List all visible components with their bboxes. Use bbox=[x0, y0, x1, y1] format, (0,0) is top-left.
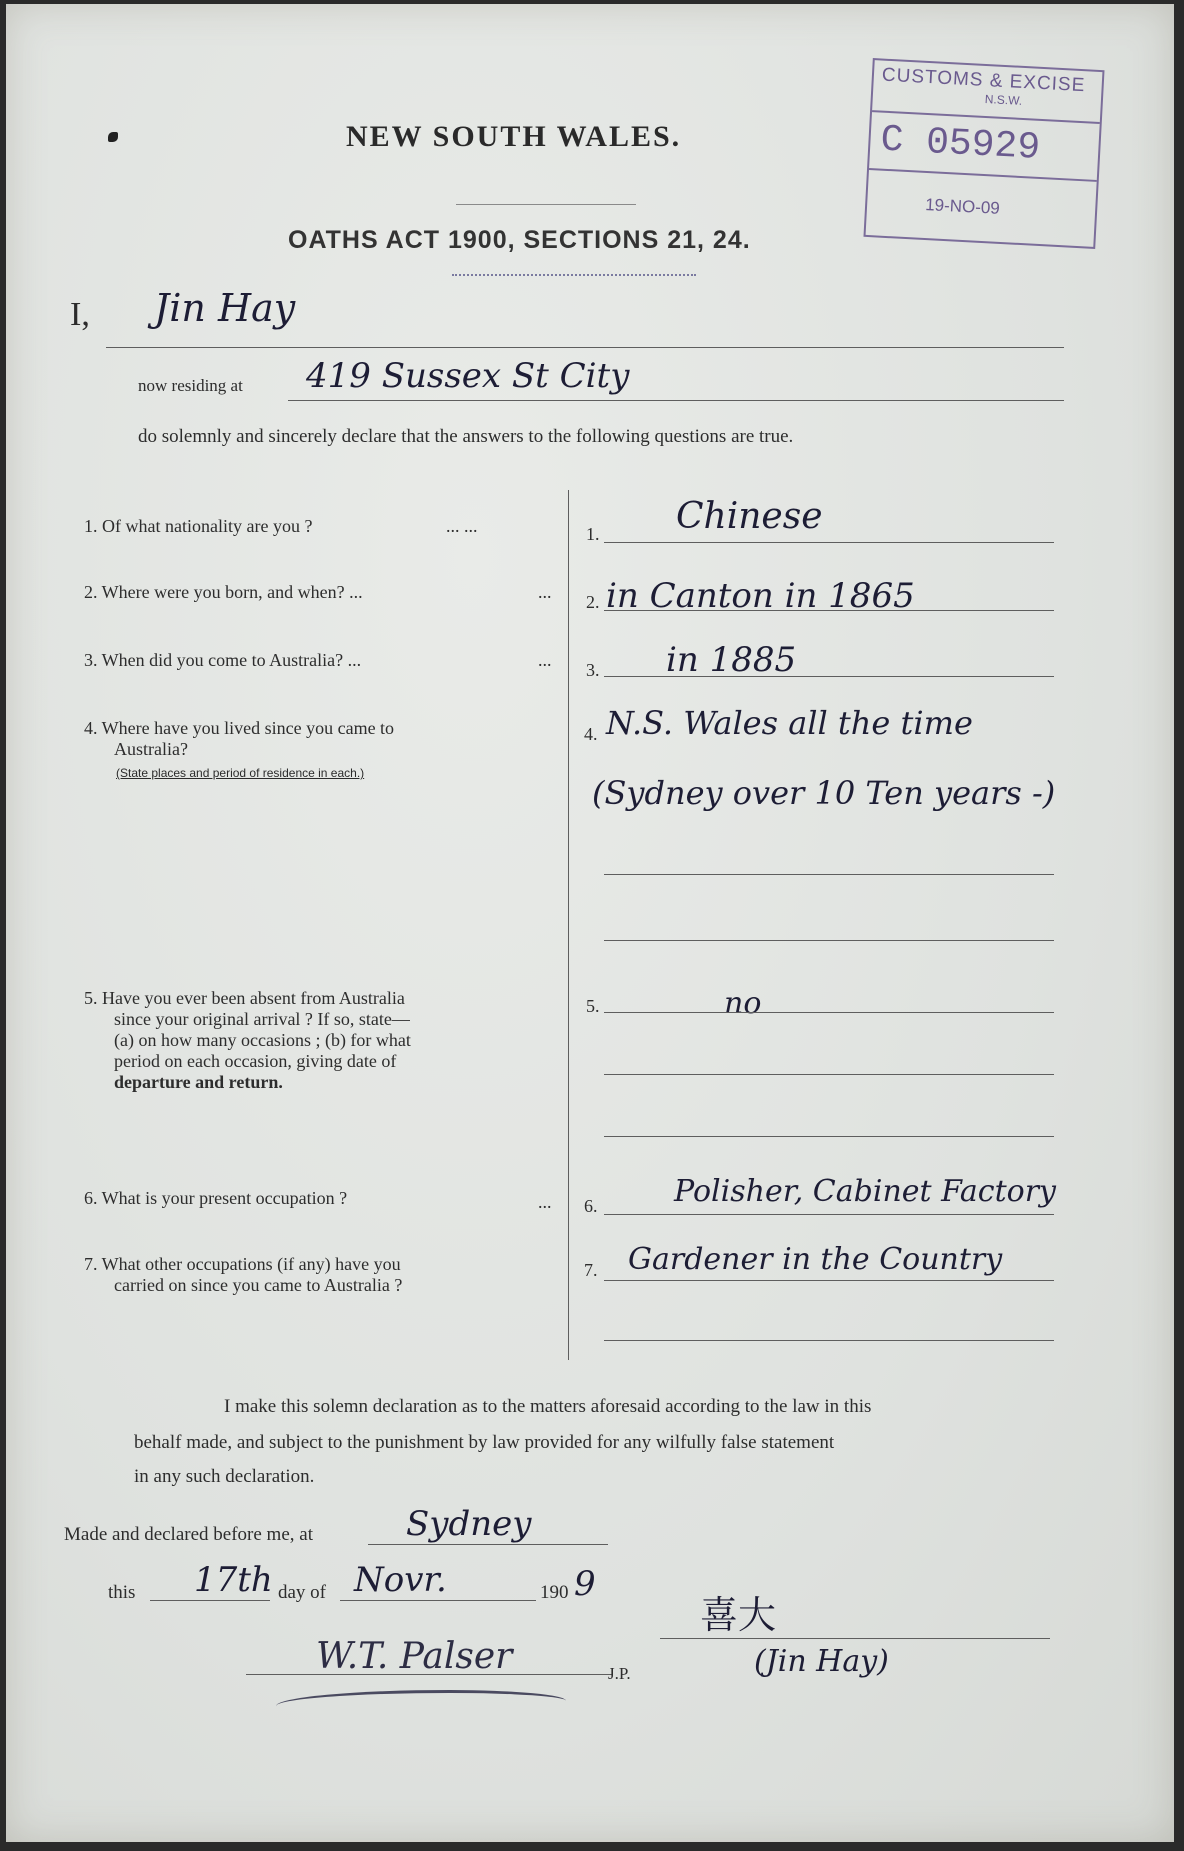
place-line bbox=[368, 1544, 608, 1545]
declared-place: Sydney bbox=[406, 1504, 532, 1544]
document-sheet bbox=[6, 4, 1174, 1842]
jp-signature: W.T. Palser bbox=[316, 1636, 513, 1677]
title-divider bbox=[456, 204, 636, 205]
ink-mark bbox=[108, 132, 118, 142]
month-line bbox=[340, 1600, 536, 1601]
answer-3-number: 3. bbox=[586, 660, 600, 680]
document-title: NEW SOUTH WALES. bbox=[346, 120, 682, 153]
stamp-number: C 05929 bbox=[879, 118, 1042, 170]
answer-2-line bbox=[604, 610, 1054, 611]
answer-1: Chinese bbox=[676, 496, 823, 537]
answer-4: N.S. Wales all the time bbox=[606, 704, 973, 742]
declared-year-suffix: 9 bbox=[574, 1564, 596, 1604]
question-7-line1: 7. What other occupations (if any) have you bbox=[84, 1254, 401, 1274]
chinese-signature: 喜大 bbox=[700, 1593, 777, 1637]
answer-5-number: 5. bbox=[586, 996, 600, 1016]
stamp-agency: CUSTOMS & EXCISE bbox=[881, 64, 1086, 97]
question-5-line4: period on each occasion, giving date of bbox=[114, 1051, 397, 1071]
answer-6-line bbox=[604, 1214, 1054, 1215]
answer-7-line-b bbox=[604, 1340, 1054, 1341]
subtitle-divider bbox=[452, 274, 696, 276]
answer-5: no bbox=[724, 986, 762, 1021]
column-divider bbox=[568, 490, 569, 1360]
declaration-intro: do solemnly and sincerely declare that the answers to the following questions are true. bbox=[138, 426, 794, 447]
declarant-prefix: I, bbox=[70, 296, 90, 333]
residing-label: now residing at bbox=[138, 376, 243, 395]
answer-7-line-a bbox=[604, 1280, 1054, 1281]
question-5-line5: departure and return. bbox=[114, 1072, 283, 1092]
answer-4-number: 4. bbox=[584, 724, 598, 744]
jp-signature-line bbox=[246, 1674, 612, 1675]
signature-flourish bbox=[276, 1690, 566, 1717]
declarant-address: 419 Sussex St City bbox=[306, 356, 630, 396]
name-line bbox=[106, 347, 1064, 348]
question-4-line2: Australia? bbox=[114, 739, 188, 759]
question-1: 1. Of what nationality are you ? bbox=[84, 516, 313, 536]
answer-3: in 1885 bbox=[666, 640, 797, 680]
answer-4-line-b bbox=[604, 940, 1054, 941]
answer-1-number: 1. bbox=[586, 524, 600, 544]
answer-6-number: 6. bbox=[584, 1196, 598, 1216]
answer-4-line-a bbox=[604, 874, 1054, 875]
question-5-line2: since your original arrival ? If so, state— bbox=[114, 1009, 410, 1029]
closing-line-3: in any such declaration. bbox=[134, 1466, 315, 1487]
answer-2: in Canton in 1865 bbox=[606, 576, 915, 616]
question-5-line1: 5. Have you ever been absent from Australia bbox=[84, 988, 405, 1008]
question-2-dots: ... bbox=[538, 582, 552, 602]
day-line bbox=[150, 1600, 270, 1601]
question-6: 6. What is your present occupation ? bbox=[84, 1188, 348, 1208]
declared-day: 17th bbox=[194, 1560, 273, 1600]
question-1-dots: ... ... bbox=[446, 516, 478, 536]
question-6-dots: ... bbox=[538, 1192, 552, 1212]
stamp-state: N.S.W. bbox=[984, 91, 1023, 108]
declarant-name: Jin Hay bbox=[154, 286, 296, 330]
question-3-dots: ... bbox=[538, 650, 552, 670]
answer-5-line-a bbox=[604, 1012, 1054, 1013]
address-line bbox=[288, 400, 1064, 401]
declared-year-prefix: 190 bbox=[540, 1582, 569, 1603]
answer-2-number: 2. bbox=[586, 592, 600, 612]
made-declared-label: Made and declared before me, at bbox=[64, 1524, 313, 1545]
answer-7: Gardener in the Country bbox=[628, 1242, 1003, 1277]
question-2: 2. Where were you born, and when? ... bbox=[84, 582, 363, 602]
answer-4-continued: (Sydney over 10 Ten years -) bbox=[592, 774, 1056, 812]
customs-stamp bbox=[863, 58, 1104, 249]
declared-month: Novr. bbox=[354, 1560, 447, 1600]
day-of-label: day of bbox=[278, 1582, 327, 1603]
answer-5-line-c bbox=[604, 1136, 1054, 1137]
question-5-line3: (a) on how many occasions ; (b) for what bbox=[114, 1030, 411, 1050]
answer-7-number: 7. bbox=[584, 1260, 598, 1280]
closing-line-1: I make this solemn declaration as to the matters aforesaid according to the law in this bbox=[224, 1396, 872, 1417]
answer-1-line bbox=[604, 542, 1054, 543]
answer-3-line bbox=[604, 676, 1054, 677]
question-4-note: (State places and period of residence in each.) bbox=[116, 766, 365, 780]
answer-5-line-b bbox=[604, 1074, 1054, 1075]
declarant-signature: (Jin Hay) bbox=[754, 1644, 889, 1679]
declarant-signature-line bbox=[660, 1638, 1050, 1639]
closing-line-2: behalf made, and subject to the punishment by law provided for any wilfully false statement bbox=[134, 1432, 835, 1453]
stamp-date: 19-NO-09 bbox=[924, 195, 1001, 218]
jp-label: J.P. bbox=[608, 1664, 631, 1683]
question-3: 3. When did you come to Australia? ... bbox=[84, 650, 362, 670]
question-4-line1: 4. Where have you lived since you came to bbox=[84, 718, 395, 738]
this-label: this bbox=[108, 1582, 136, 1603]
act-subtitle: OATHS ACT 1900, SECTIONS 21, 24. bbox=[288, 226, 751, 254]
question-7-line2: carried on since you came to Australia ? bbox=[114, 1275, 403, 1295]
answer-6: Polisher, Cabinet Factory bbox=[674, 1174, 1056, 1209]
